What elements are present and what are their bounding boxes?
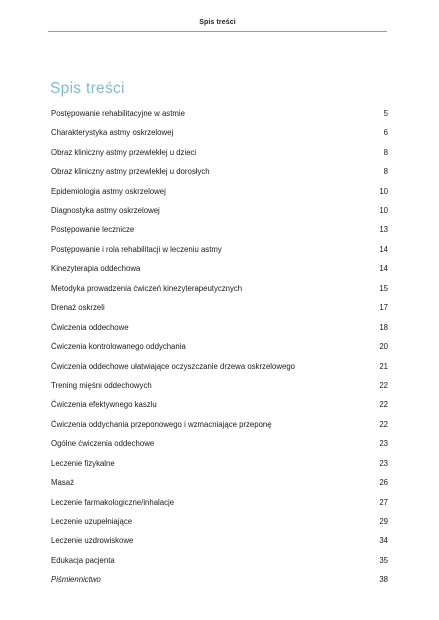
toc-entry[interactable] [51, 104, 388, 123]
toc-entry-page: 13 [379, 225, 388, 235]
toc-title: Spis treści [50, 80, 125, 97]
toc-entry-page: 8 [383, 167, 388, 177]
toc-entry[interactable] [51, 357, 388, 376]
toc-entry[interactable] [51, 182, 388, 201]
toc-entry-page: 10 [379, 206, 388, 215]
toc-entry-title: Postępowanie i rola rehabilitacji w leczeniu astmy [51, 244, 222, 254]
toc-entry-title: Ćwiczenia kontrolowanego oddychania [51, 342, 186, 352]
toc-entry-page: 22 [379, 400, 388, 410]
toc-entry-page: 20 [379, 342, 388, 352]
toc-entry-page: 5 [383, 108, 388, 118]
toc-entry[interactable] [51, 396, 388, 415]
toc-entry-page: 6 [383, 128, 388, 138]
toc-entry-page: 18 [379, 322, 388, 332]
toc-entry[interactable] [51, 512, 388, 531]
toc-entry-title: Leczenie uzdrowiskowe [51, 536, 134, 546]
toc-entry[interactable] [51, 162, 388, 181]
toc-entry[interactable] [51, 473, 388, 492]
toc-entry-title: Ćwiczenia oddechowe ułatwiające oczyszczanie drzewa oskrzelowego [51, 361, 295, 371]
toc-entry-page: 35 [379, 555, 388, 565]
toc-entry-title: Leczenie farmakologiczne/inhalacje [51, 497, 175, 507]
toc-entry-title: Leczenie uzupełniające [51, 517, 133, 526]
toc-entry-page: 14 [379, 244, 388, 254]
toc-entry-title: Epidemiologia astmy oskrzelowej [51, 186, 166, 196]
toc-entry[interactable] [51, 493, 388, 512]
running-header-title: Spis treści [199, 19, 236, 26]
toc-entry-title: Ogólne ćwiczenia oddechowe [51, 439, 155, 449]
toc-entry[interactable] [51, 434, 388, 453]
toc-entry-page: 26 [379, 478, 388, 488]
toc-entry-title: Postępowanie lecznicze [51, 225, 135, 235]
toc-entry-title: Drenaż oskrzeli [51, 303, 105, 313]
toc-entry[interactable] [51, 532, 388, 551]
toc-entry-title: Obraz kliniczny astmy przewlekłej u dzieci [51, 147, 197, 157]
toc-entry[interactable] [51, 376, 388, 395]
toc-entry[interactable] [51, 279, 388, 298]
toc-entry[interactable] [51, 240, 388, 259]
toc-entry[interactable] [51, 123, 388, 142]
toc-entry-page: 27 [379, 497, 388, 507]
toc-entry-title: Postępowanie rehabilitacyjne w astmie [51, 108, 185, 118]
toc-entry-page: 15 [379, 283, 388, 293]
header-divider [48, 31, 387, 32]
toc-entry-page: 8 [383, 147, 388, 157]
toc-entry[interactable] [51, 454, 388, 473]
toc-entry-title: Ćwiczenia efektywnego kaszlu [51, 400, 157, 410]
toc-entry-page: 38 [379, 575, 388, 585]
toc-entry-title: Ćwiczenia oddychania przeponowego i wzmacniające przeponę [51, 419, 272, 429]
toc-entry[interactable] [51, 551, 388, 570]
toc-entry-page: 34 [379, 536, 388, 546]
toc-entry[interactable] [51, 415, 388, 434]
toc-entry-title: Charakterystyka astmy oskrzelowej [51, 128, 174, 138]
toc-entry[interactable] [51, 143, 388, 162]
toc-entry[interactable] [51, 337, 388, 356]
toc-entry-title: Masaż [51, 478, 74, 488]
toc-entry-page: 14 [379, 264, 388, 274]
toc-entry-title: Obraz kliniczny astmy przewlekłej u dorosłych [51, 167, 210, 177]
toc-entry-page: 10 [379, 186, 388, 196]
toc-entry-title: Leczenie fizykalne [51, 458, 115, 468]
toc-list [51, 104, 388, 590]
toc-entry-title: Piśmiennictwo [51, 575, 101, 585]
toc-entry[interactable] [51, 221, 388, 240]
toc-entry[interactable] [51, 571, 388, 590]
toc-entry-page: 17 [379, 303, 388, 313]
toc-entry[interactable] [51, 260, 388, 279]
toc-entry-page: 22 [379, 380, 388, 390]
toc-entry[interactable] [51, 201, 388, 220]
toc-entry-page: 29 [379, 517, 388, 526]
toc-entry[interactable] [51, 298, 388, 317]
toc-entry-title: Trening mięśni oddechowych [51, 380, 152, 390]
toc-entry[interactable] [51, 318, 388, 337]
toc-entry-page: 22 [379, 419, 388, 429]
toc-entry-page: 23 [379, 439, 388, 449]
toc-entry-title: Diagnostyka astmy oskrzelowej [51, 206, 160, 215]
toc-entry-title: Kinezyterapia oddechowa [51, 264, 141, 274]
toc-entry-title: Ćwiczenia oddechowe [51, 322, 129, 332]
toc-entry-page: 23 [379, 458, 388, 468]
toc-entry-title: Metodyka prowadzenia ćwiczeń kinezyterapeutycznych [51, 283, 243, 293]
toc-entry-title: Edukacja pacjenta [51, 555, 115, 565]
toc-entry-page: 21 [379, 361, 388, 371]
